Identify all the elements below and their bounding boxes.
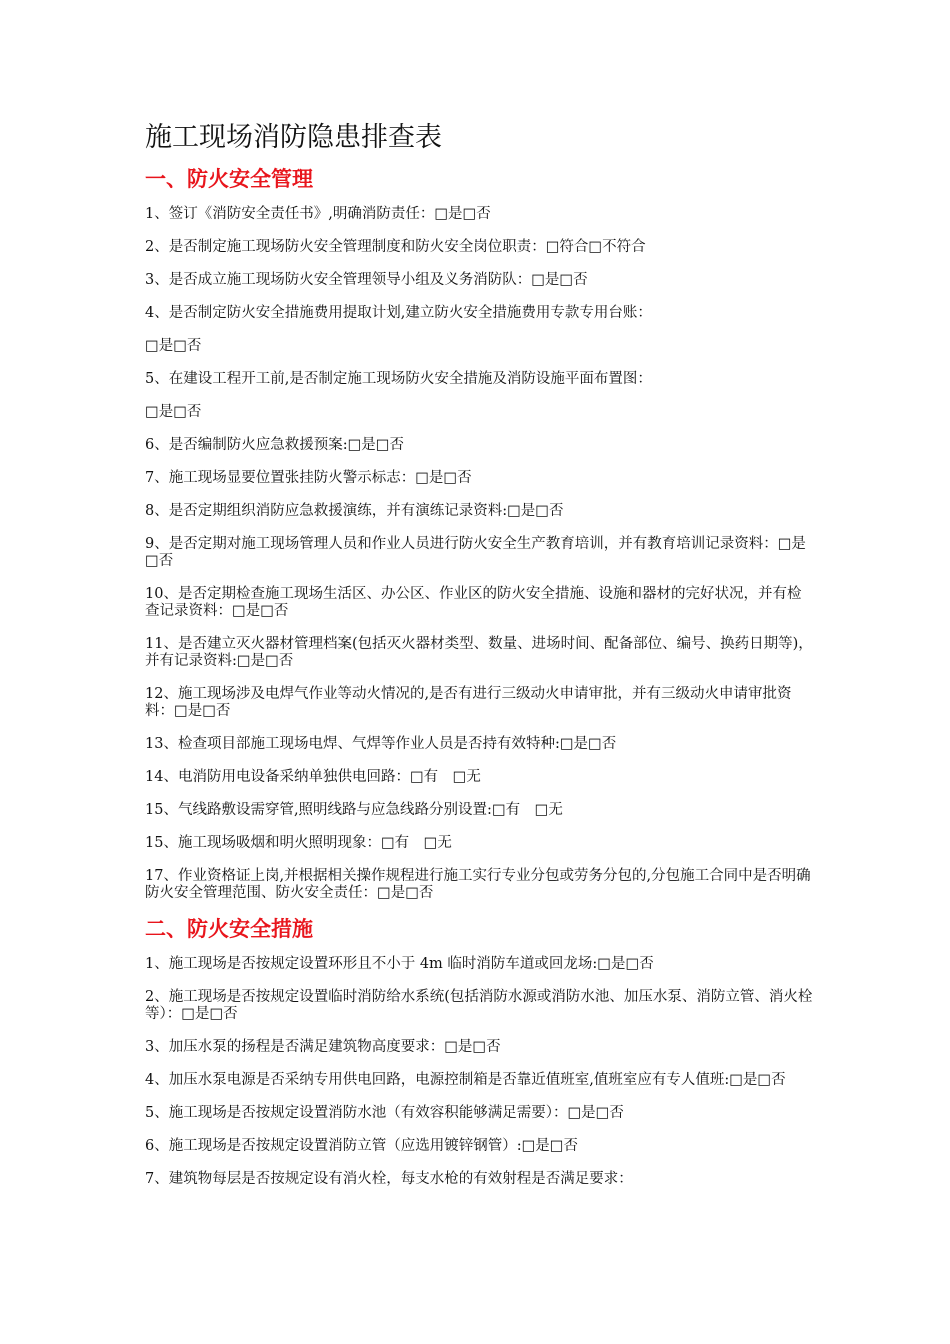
section-heading-fire-safety-measures: 二、防火安全措施 bbox=[145, 916, 313, 941]
checklist-item: 7、建筑物每层是否按规定设有消火栓，每支水枪的有效射程是否满足要求： bbox=[145, 1171, 633, 1187]
checklist-item: □是□否 bbox=[145, 404, 202, 420]
checklist-item: 5、在建设工程开工前,是否制定施工现场防火安全措施及消防设施平面布置图： bbox=[145, 371, 652, 387]
checklist-item: 4、是否制定防火安全措施费用提取计划,建立防火安全措施费用专款专用台账： bbox=[145, 305, 652, 321]
checklist-item: □是□否 bbox=[145, 338, 202, 354]
checklist-item: 9、是否定期对施工现场管理人员和作业人员进行防火安全生产教育培训，并有教育培训记录资料：□是□否 bbox=[145, 536, 806, 569]
checklist-item: 3、加压水泵的扬程是否满足建筑物高度要求：□是□否 bbox=[145, 1039, 501, 1055]
checklist-item: 3、是否成立施工现场防火安全管理领导小组及义务消防队：□是□否 bbox=[145, 272, 588, 288]
checklist-item: 6、施工现场是否按规定设置消防立管（应选用镀锌钢管）:□是□否 bbox=[145, 1138, 579, 1154]
checklist-item: 13、检查项目部施工现场电焊、气焊等作业人员是否持有效特种:□是□否 bbox=[145, 736, 617, 752]
checklist-item: 1、施工现场是否按规定设置环形且不小于 4m 临时消防车道或回龙场:□是□否 bbox=[145, 956, 654, 972]
checklist-item: 10、是否定期检查施工现场生活区、办公区、作业区的防火安全措施、设施和器材的完好状况，并有检查记录资料：□是□否 bbox=[145, 586, 802, 619]
section-fire-safety-management bbox=[145, 206, 815, 902]
checklist-item: 2、是否制定施工现场防火安全管理制度和防火安全岗位职责：□符合□不符合 bbox=[145, 239, 646, 255]
checklist-item: 4、加压水泵电源是否采纳专用供电回路，电源控制箱是否靠近值班室,值班室应有专人值班:□是□否 bbox=[145, 1072, 786, 1088]
checklist-item: 2、施工现场是否按规定设置临时消防给水系统(包括消防水源或消防水池、加压水泵、消防立管、消火栓等）：□是□否 bbox=[145, 989, 813, 1022]
checklist-item: 15、气线路敷设需穿管,照明线路与应急线路分别设置:□有 □无 bbox=[145, 802, 563, 818]
checklist-item: 14、电消防用电设备采纳单独供电回路：□有 □无 bbox=[145, 769, 481, 785]
section-fire-safety-measures bbox=[145, 956, 815, 1188]
checklist-item: 8、是否定期组织消防应急救援演练，并有演练记录资料:□是□否 bbox=[145, 503, 564, 519]
checklist-item: 7、施工现场显要位置张挂防火警示标志：□是□否 bbox=[145, 470, 472, 486]
checklist-item: 12、施工现场涉及电焊气作业等动火情况的,是否有进行三级动火申请审批，并有三级动火申请审批资料：□是□否 bbox=[145, 686, 792, 719]
checklist-item: 17、作业资格证上岗,并根据相关操作规程进行施工实行专业分包或劳务分包的,分包施工合同中是否明确防火安全管理范围、防火安全责任：□是□否 bbox=[145, 868, 811, 901]
checklist-item: 15、施工现场吸烟和明火照明现象：□有 □无 bbox=[145, 835, 452, 851]
checklist-item: 11、是否建立灭火器材管理档案(包括灭火器材类型、数量、进场时间、配备部位、编号、换药日期等)，并有记录资料:□是□否 bbox=[145, 636, 813, 669]
checklist-item: 5、施工现场是否按规定设置消防水池（有效容积能够满足需要）：□是□否 bbox=[145, 1105, 624, 1121]
document-title: 施工现场消防隐患排查表 bbox=[145, 122, 442, 153]
checklist-item: 1、签订《消防安全责任书》,明确消防责任：□是□否 bbox=[145, 206, 491, 222]
checklist-item: 6、是否编制防火应急救援预案:□是□否 bbox=[145, 437, 405, 453]
section-heading-fire-safety-management: 一、防火安全管理 bbox=[145, 166, 313, 191]
document-page bbox=[145, 118, 815, 1188]
